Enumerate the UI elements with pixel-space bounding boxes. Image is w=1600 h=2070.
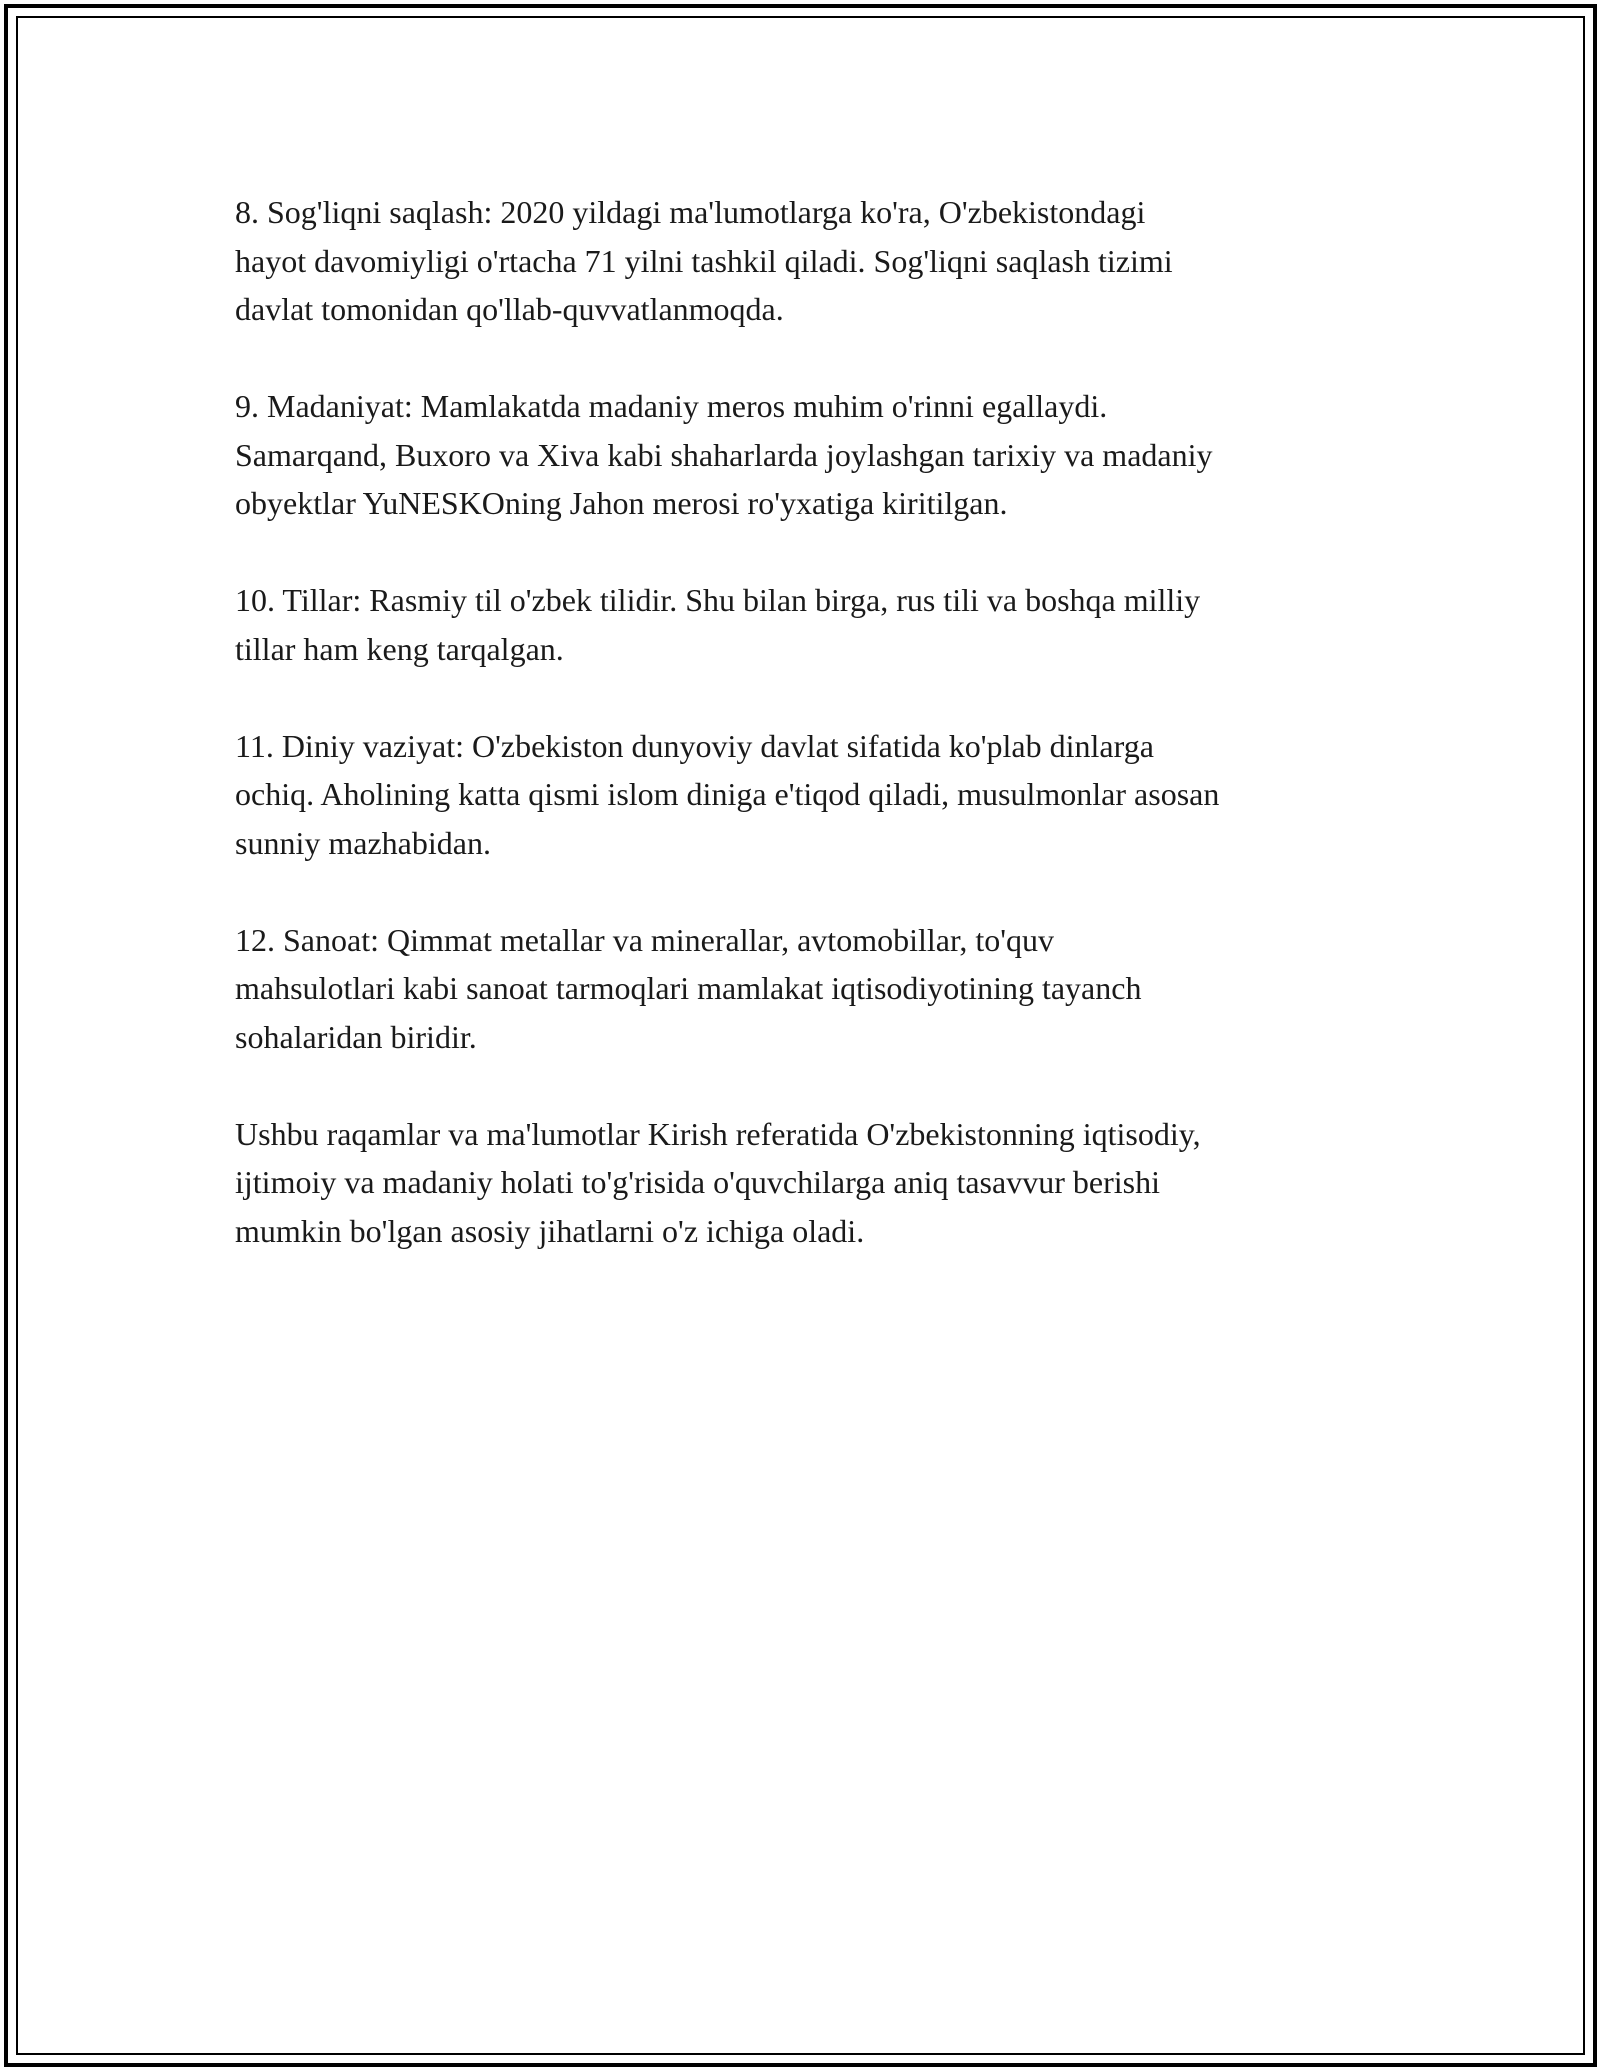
text-line: hayot davomiyligi o'rtacha 71 yilni tashkil qiladi. Sog'liqni saqlash tizimi xyxy=(235,242,1173,279)
text-line: mahsulotlari kabi sanoat tarmoqlari mamlakat iqtisodiyotining tayanch xyxy=(235,970,1142,1006)
paragraph-industry xyxy=(235,916,1395,1062)
text-line: Samarqand, Buxoro va Xiva kabi shaharlarda joylashgan tarixiy va madaniy xyxy=(235,436,1213,473)
text-line: obyektlar YuNESKOning Jahon merosi ro'yxatiga kiritilgan. xyxy=(235,485,1008,521)
text-line: davlat tomonidan qo'llab-quvvatlanmoqda. xyxy=(235,291,784,327)
text-line: ijtimoiy va madaniy holati to'g'risida o'quvchilarga aniq tasavvur berishi xyxy=(235,1164,1160,1200)
text-line: ochiq. Aholining katta qismi islom diniga e'tiqod qiladi, musulmonlar asosan xyxy=(235,776,1220,812)
text-line: 12. Sanoat: Qimmat metallar va minerallar, avtomobillar, to'quv xyxy=(235,921,1054,958)
text-line: sohalaridan biridir. xyxy=(235,1018,477,1055)
text-line: 8. Sog'liqni saqlash: 2020 yildagi ma'lumotlarga ko'ra, O'zbekistondagi xyxy=(235,194,1146,230)
paragraph-culture xyxy=(235,382,1395,528)
text-line: mumkin bo'lgan asosiy jihatlarni o'z ichiga oladi. xyxy=(235,1212,865,1249)
text-line: sunniy mazhabidan. xyxy=(235,824,491,861)
text-line: tillar ham keng tarqalgan. xyxy=(235,630,564,667)
paragraph-religion xyxy=(235,722,1395,868)
paragraph-languages xyxy=(235,576,1395,673)
text-line: Ushbu raqamlar va ma'lumotlar Kirish referatida O'zbekistonning iqtisodiy, xyxy=(235,1115,1201,1152)
text-line: 10. Tillar: Rasmiy til o'zbek tilidir. Shu bilan birga, rus tili va boshqa milliy xyxy=(235,582,1201,618)
paragraph-healthcare xyxy=(235,188,1395,334)
text-line: 9. Madaniyat: Mamlakatda madaniy meros muhim o'rinni egallaydi. xyxy=(235,388,1108,424)
text-line: 11. Diniy vaziyat: O'zbekiston dunyoviy davlat sifatida ko'plab dinlarga xyxy=(235,727,1154,764)
document-body xyxy=(235,188,1395,1304)
paragraph-conclusion xyxy=(235,1110,1395,1256)
